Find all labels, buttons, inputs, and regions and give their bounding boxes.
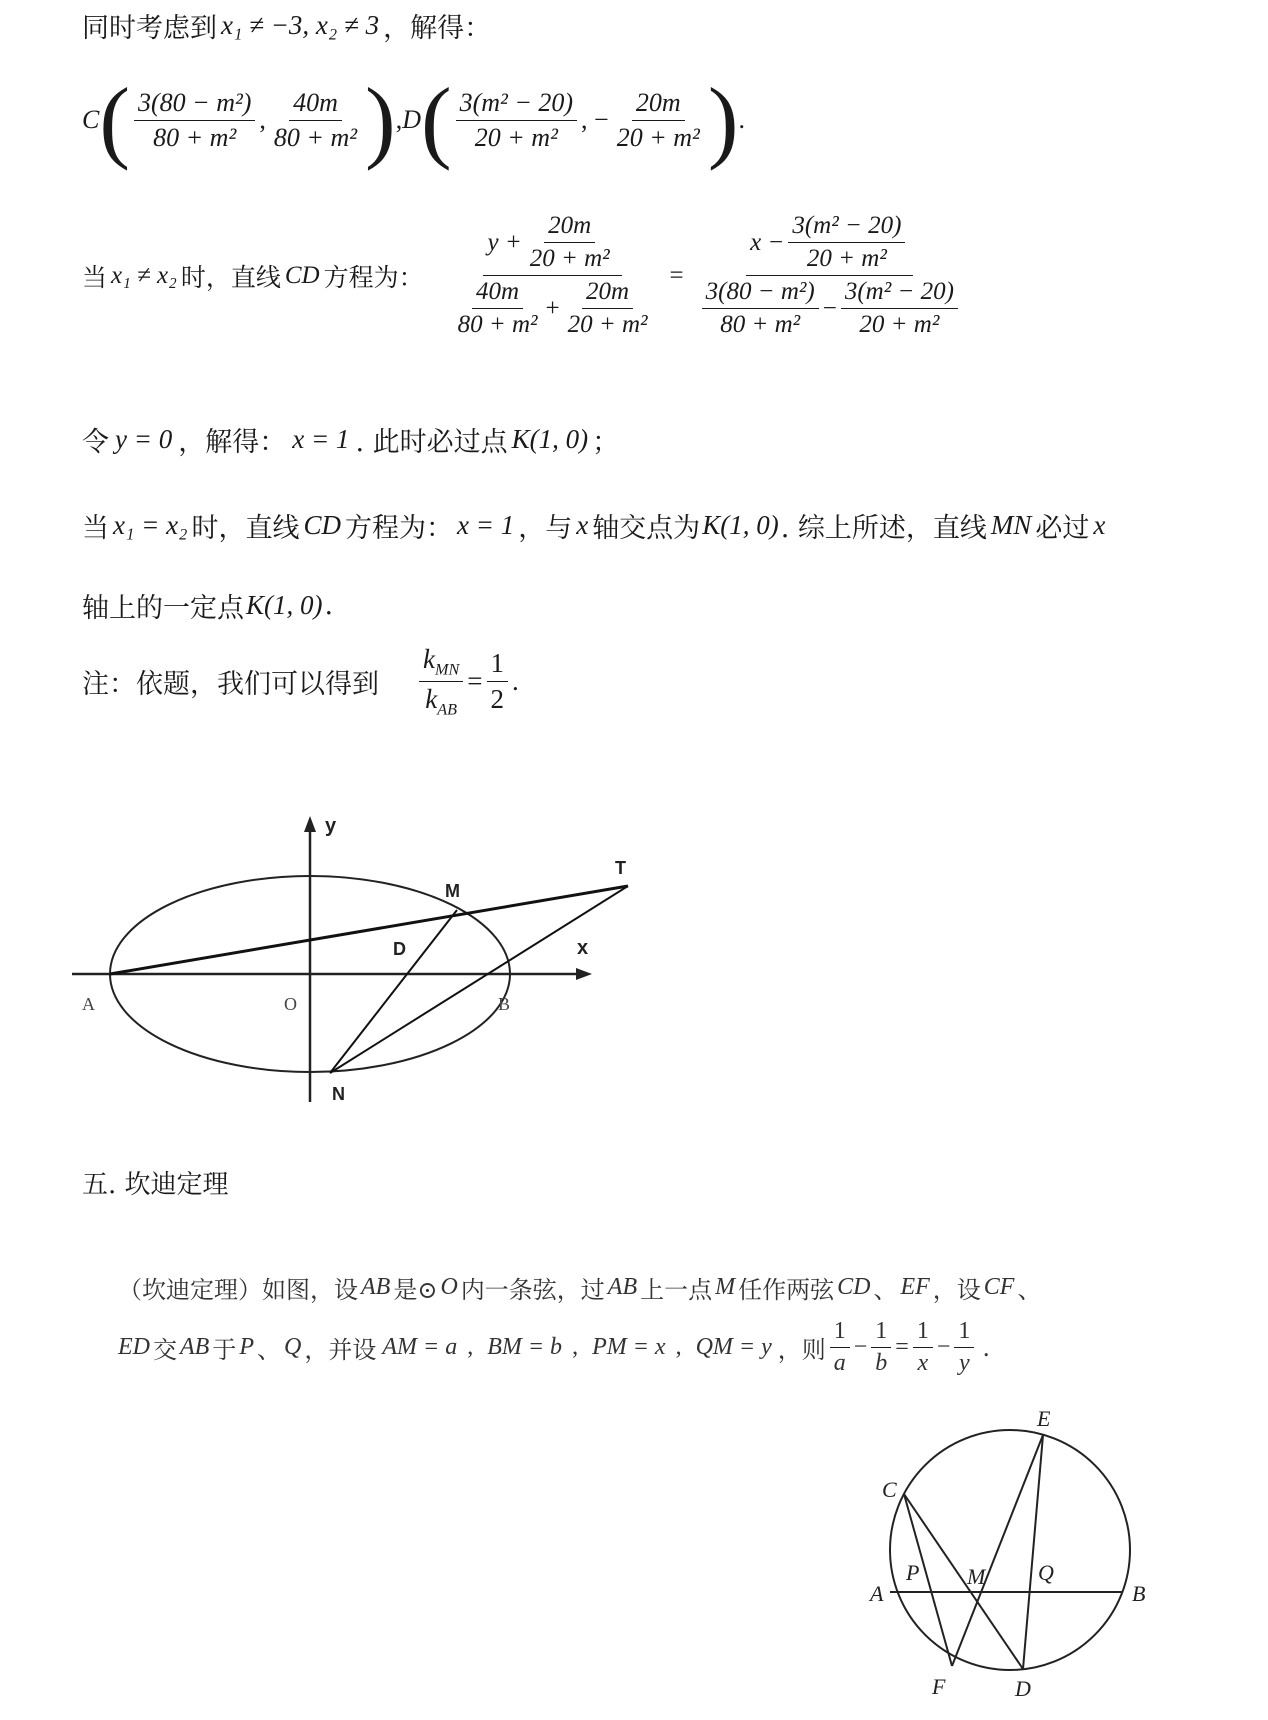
- label-c: C: [882, 1477, 897, 1502]
- label-d: D: [1015, 1676, 1031, 1701]
- circle-figure: [860, 1390, 1180, 1710]
- label-e: E: [1037, 1406, 1051, 1431]
- frac-1-y: $\frac{1}{y}$: [954, 1318, 974, 1377]
- label-m: M: [967, 1564, 986, 1589]
- kandi-statement-1: （坎迪定理）如图，设 AB 是⊙ O 内一条弦，过 AB 上一点 M 任作两弦 CD 、 EF ，设 CF 、: [118, 1274, 1042, 1304]
- cd-eq-left: y + $\frac{20m}{\text{20 + m²}}$ $\frac{40m}{\text{80 + m²}}$ + $\frac{20m}{\text{20 + m²}}$: [457, 212, 648, 338]
- line-x1-eq-x2: 当 x₁ = x₂ 时，直线 CD 方程为： x = 1 ，与 x 轴交点为 K(1, 0) . 综上所述，直线 MN 必过 x: [82, 510, 1106, 544]
- ellipse-figure: [60, 800, 640, 1120]
- frac-dy: $\frac{20m}{\text{20 + m²}}$: [616, 87, 700, 152]
- frac-1-x: $\frac{1}{x}$: [913, 1318, 933, 1377]
- chord-cd: [904, 1494, 1023, 1669]
- label-d: D: [393, 939, 406, 959]
- label-a: A: [870, 1581, 884, 1606]
- kandi-statement-2: ED 交 AB 于 P 、 Q ，并设 AM = a , BM = b , PM = x , QM = y ， 则 $\frac{1}{a}$ − $\frac{1}{b}$ = $\frac{1}{x}$ − $\frac{1}{y}$ .: [118, 1318, 991, 1376]
- line-tn: [330, 886, 628, 1073]
- one-half: $\frac{1}{2}$: [487, 648, 509, 715]
- frac-cx: $\frac{\text{3(80 − m²)}}{\text{80 + m²}}$: [134, 88, 255, 153]
- section-title: 五. 坎迪定理: [82, 1170, 229, 1200]
- line-at: [110, 886, 628, 974]
- label-b: B: [1132, 1581, 1146, 1606]
- label-y: y: [325, 815, 337, 837]
- label-n: N: [332, 1084, 345, 1104]
- label-a: A: [82, 994, 95, 1014]
- label-x: x: [577, 937, 589, 959]
- segment-ed: [1023, 1435, 1043, 1669]
- label-b: B: [498, 994, 511, 1014]
- circle: [890, 1430, 1130, 1670]
- line-let-y0: 令 y = 0 ，解得： x = 1 . 此时必过点 K(1, 0) ；: [82, 424, 620, 458]
- label-t: T: [615, 858, 626, 878]
- frac-cy: $\frac{40m}{\text{80 + m²}}$: [273, 87, 358, 152]
- line-cd-equation: 当 x₁ ≠ x₂ 时，直线 CD 方程为： y + $\frac{20m}{\text{20 + m²}}$ $\frac{40m}{\text{80 + m²}}$ + $\frac{20m}{\text{20 + m²}}$ = x − $\frac{\text{3(m² − 20)}}{\text{20 + m²}}$ $\frac{\text{3(80 − m²)}}{\text{80 + m²}}$ − $\frac{\text{3(m² − 20)}}{\text{20 + m²}}$: [82, 212, 970, 339]
- frac-1-a: $\frac{1}{a}$: [830, 1318, 850, 1377]
- line-note: 注：依题，我们可以得到 $\frac{k_{MN}}{k_{AB}}$ = $\frac{1}{2}$ .: [82, 644, 519, 719]
- line-points-cd: C ( $\frac{\text{3(80 − m²)}}{\text{80 + m²}}$ , $\frac{40m}{\text{80 + m²}}$ ) , D ( $\frac{\text{3(m² − 20)}}{\text{20 + m²}}$ , − $\frac{20m}{\text{20 + m²}}$ ) .: [82, 69, 745, 171]
- frac-1-b: $\frac{1}{b}$: [871, 1318, 891, 1377]
- line-fixed-point: 轴上的一定点 K(1, 0) .: [82, 590, 334, 624]
- condition-math: x₁ ≠ −3, x₂ ≠ 3: [221, 10, 380, 40]
- x-axis-arrow: [576, 968, 592, 980]
- label-o: O: [284, 994, 297, 1014]
- label-p: P: [906, 1560, 920, 1585]
- frac-dx: $\frac{\text{3(m² − 20)}}{\text{20 + m²}}$: [456, 88, 577, 153]
- label-f: F: [932, 1674, 946, 1699]
- label-q: Q: [1038, 1560, 1054, 1585]
- cd-eq-right: x − $\frac{\text{3(m² − 20)}}{\text{20 + m²}}$ $\frac{\text{3(80 − m²)}}{\text{80 + m²}}$ − $\frac{\text{3(m² − 20)}}{\text{20 + m²}}$: [694, 212, 966, 339]
- label-m: M: [445, 881, 460, 901]
- line-condition: 同时考虑到 x₁ ≠ −3, x₂ ≠ 3 ，解得：: [82, 10, 492, 44]
- y-axis-arrow: [304, 816, 316, 832]
- slope-ratio: $\frac{k_{MN}}{k_{AB}}$: [419, 644, 463, 720]
